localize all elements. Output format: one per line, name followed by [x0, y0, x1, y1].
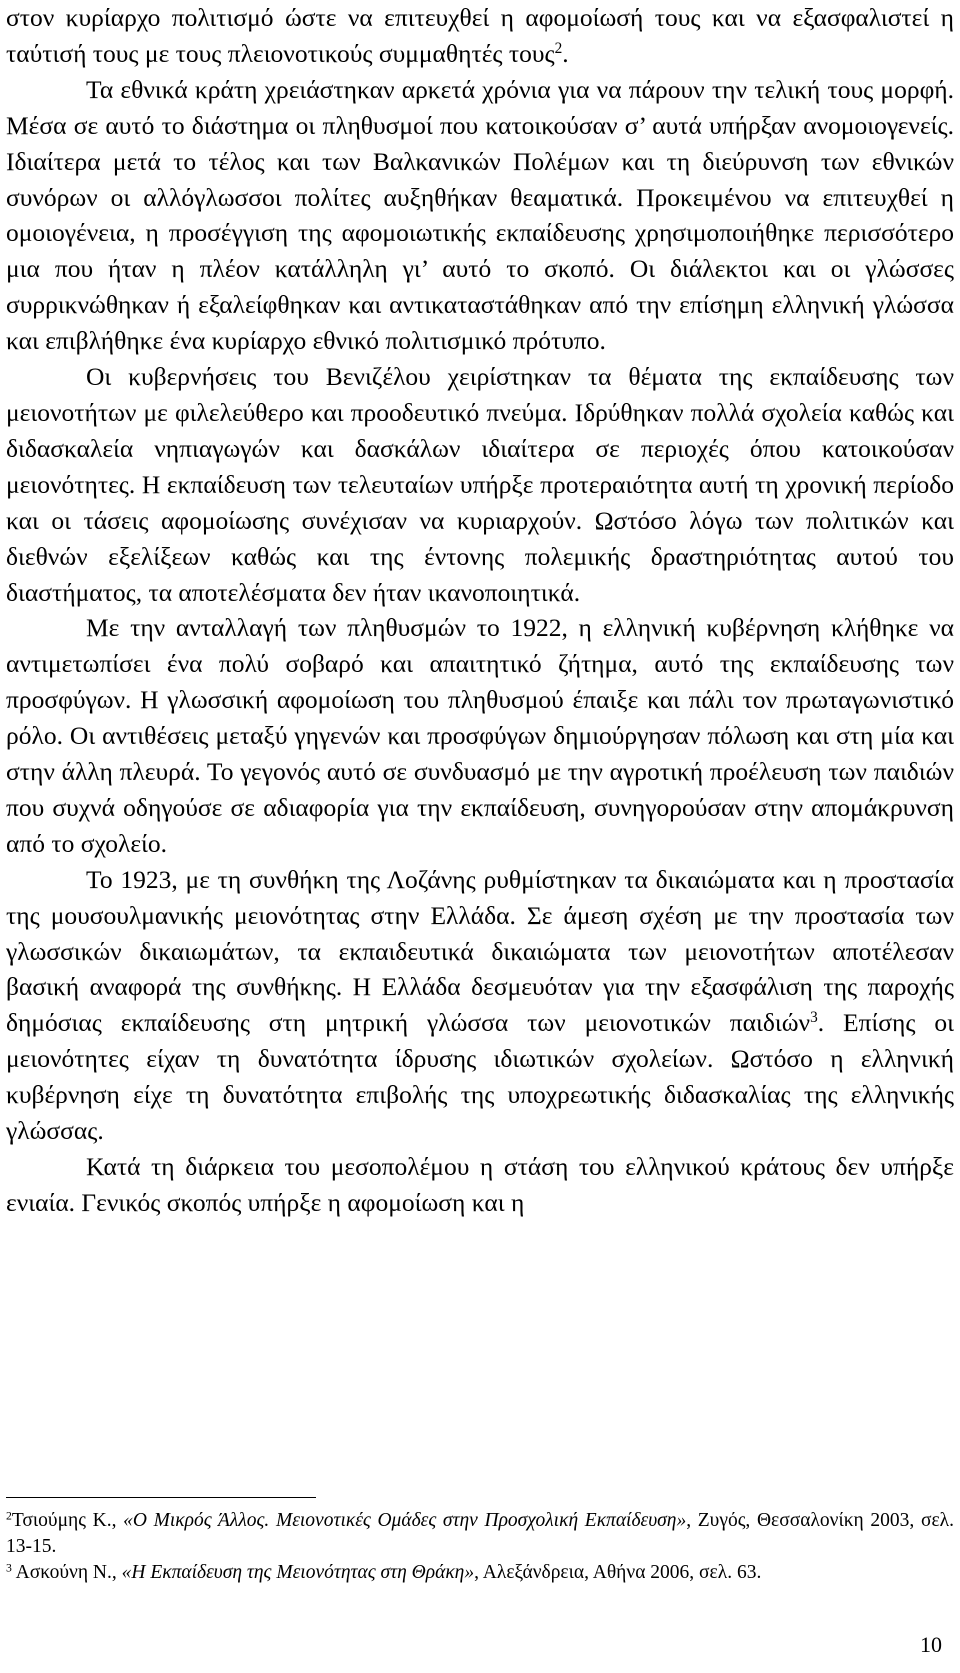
footnote-reference: 2	[554, 39, 563, 57]
text-run: Τα εθνικά κράτη χρειάστηκαν αρκετά χρόνια για να πάρουν την τελική τους μορφή. Μέσα σε αυτό το διάστημα οι πληθυσμοί που κατοικούσαν σ’ αυτά υπήρξαν ανομοιογενείς. Ιδιαίτερα μετά το τέλος και των Βαλκανικών Πολέμων και τη διεύρυνση των εθνικών συνόρων οι αλλόγλωσσοι πολίτες αυξηθήκαν θεαματικά. Προκειμένου να επιτευχθεί η ομοιογένεια, η προσέγγιση της αφομοιωτικής εκπαίδευσης χρησιμοποιήθηκε περισσότερο μια που ήταν η πλέον κατάλληλη γι’ αυτό το σκοπό. Οι διάλεκτοι και οι γλώσσες συρρικνώθηκαν ή εξαλείφθηκαν και αντικαταστάθηκαν από την επίσημη ελληνική γλώσσα και επιβλήθηκε ένα κυρίαρχο εθνικό πολιτισμικό πρότυπο.	[6, 74, 954, 356]
footnote-reference: 3	[6, 1561, 12, 1575]
text-run: , Ζυγός, Θεσσαλονίκη 2003, σελ. 13-15.	[6, 1510, 954, 1557]
body-text	[6, 0, 954, 1221]
text-run: , Αλεξάνδρεια, Αθήνα 2006, σελ. 63.	[474, 1562, 762, 1583]
paragraph	[6, 72, 954, 359]
footnote-reference: 3	[810, 1009, 818, 1027]
text-run: στον κυρίαρχο πολιτισμό ώστε να επιτευχθεί η αφομοίωσή τους και να εξασφαλιστεί η ταύτισή τους με τους πλειονοτικούς συμμαθητές τους	[6, 3, 954, 68]
text-run: .	[562, 38, 569, 68]
italic-title: «Ο Μικρός Άλλος. Μειονοτικές Ομάδες στην Προσχολική Εκπαίδευση»	[123, 1510, 687, 1531]
footnotes	[6, 1508, 954, 1586]
text-run: Ασκούνη Ν.,	[11, 1562, 122, 1583]
text-run: . Επίσης οι μειονότητες είχαν τη δυνατότητα ίδρυσης ιδιωτικών σχολείων. Ωστόσο η ελληνική κυβέρνηση είχε τη δυνατότητα επιβολής της υποχρεωτικής διδασκαλίας της ελληνικής γλώσσας.	[6, 1008, 954, 1146]
footnote	[6, 1508, 954, 1560]
footnote-separator	[6, 1497, 316, 1498]
text-run: Κατά τη διάρκεια του μεσοπολέμου η στάση του ελληνικού κράτους δεν υπήρξε ενιαία. Γενικός σκοπός υπήρξε η αφομοίωση και η	[6, 1152, 954, 1217]
footnote	[6, 1560, 954, 1586]
text-run: Οι κυβερνήσεις του Βενιζέλου χειρίστηκαν τα θέματα της εκπαίδευσης των μειονοτήτων με φιλελεύθερο και προοδευτικό πνεύμα. Ιδρύθηκαν πολλά σχολεία καθώς και διδασκαλεία νηπιαγωγών και δασκάλων ιδιαίτερα σε περιοχές όπου κατοικούσαν μειονότητες. Η εκπαίδευση των τελευταίων υπήρξε προτεραιότητα αυτή τη χρονική περίοδο και οι τάσεις αφομοίωσης συνέχισαν να κυριαρχούν. Ωστόσο λόγω των πολιτικών και διεθνών εξελίξεων καθώς και της έντονης πολεμικής δραστηριότητας αυτού του διαστήματος, τα αποτελέσματα δεν ήταν ικανοποιητικά.	[6, 362, 954, 607]
paragraph	[6, 1149, 954, 1221]
text-run: Με την ανταλλαγή των πληθυσμών το 1922, η ελληνική κυβέρνηση κλήθηκε να αντιμετωπίσει ένα πολύ σοβαρό και απαιτητικό ζήτημα, αυτό της εκπαίδευσης των προσφύγων. Η γλωσσική αφομοίωση του πληθυσμού έπαιξε και πάλι τον πρωταγωνιστικό ρόλο. Οι αντιθέσεις μεταξύ γηγενών και προσφύγων δημιούργησαν πόλωση και στη μία και στην άλλη πλευρά. Το γεγονός αυτό σε συνδυασμό με την αγροτική προέλευση των παιδιών που συχνά οδηγούσε σε αδιαφορία για την εκπαίδευση, συνηγορούσαν στην απομάκρυνση από το σχολείο.	[6, 613, 954, 858]
page-number: 10	[920, 1632, 942, 1657]
text-run: Τσιούμης Κ.,	[11, 1510, 124, 1531]
paragraph	[6, 610, 954, 861]
italic-title: «Η Εκπαίδευση της Μειονότητας στη Θράκη»	[121, 1562, 475, 1583]
paragraph	[6, 862, 954, 1149]
paragraph	[6, 0, 954, 72]
footnote-reference: 2	[6, 1509, 12, 1523]
paragraph	[6, 359, 954, 610]
text-run: Το 1923, με τη συνθήκη της Λοζάνης ρυθμίστηκαν τα δικαιώματα και η προστασία της μουσουλμανικής μειονότητας στην Ελλάδα. Σε άμεση σχέση με την προστασία των γλωσσικών δικαιωμάτων, τα εκπαιδευτικά δικαιώματα των μειονοτήτων αποτέλεσαν βασική αναφορά της συνθήκης. Η Ελλάδα δεσμευόταν για την εξασφάλιση της παροχής δημόσιας εκπαίδευσης στη μητρική γλώσσα των μειονοτικών παιδιών	[6, 864, 954, 1038]
